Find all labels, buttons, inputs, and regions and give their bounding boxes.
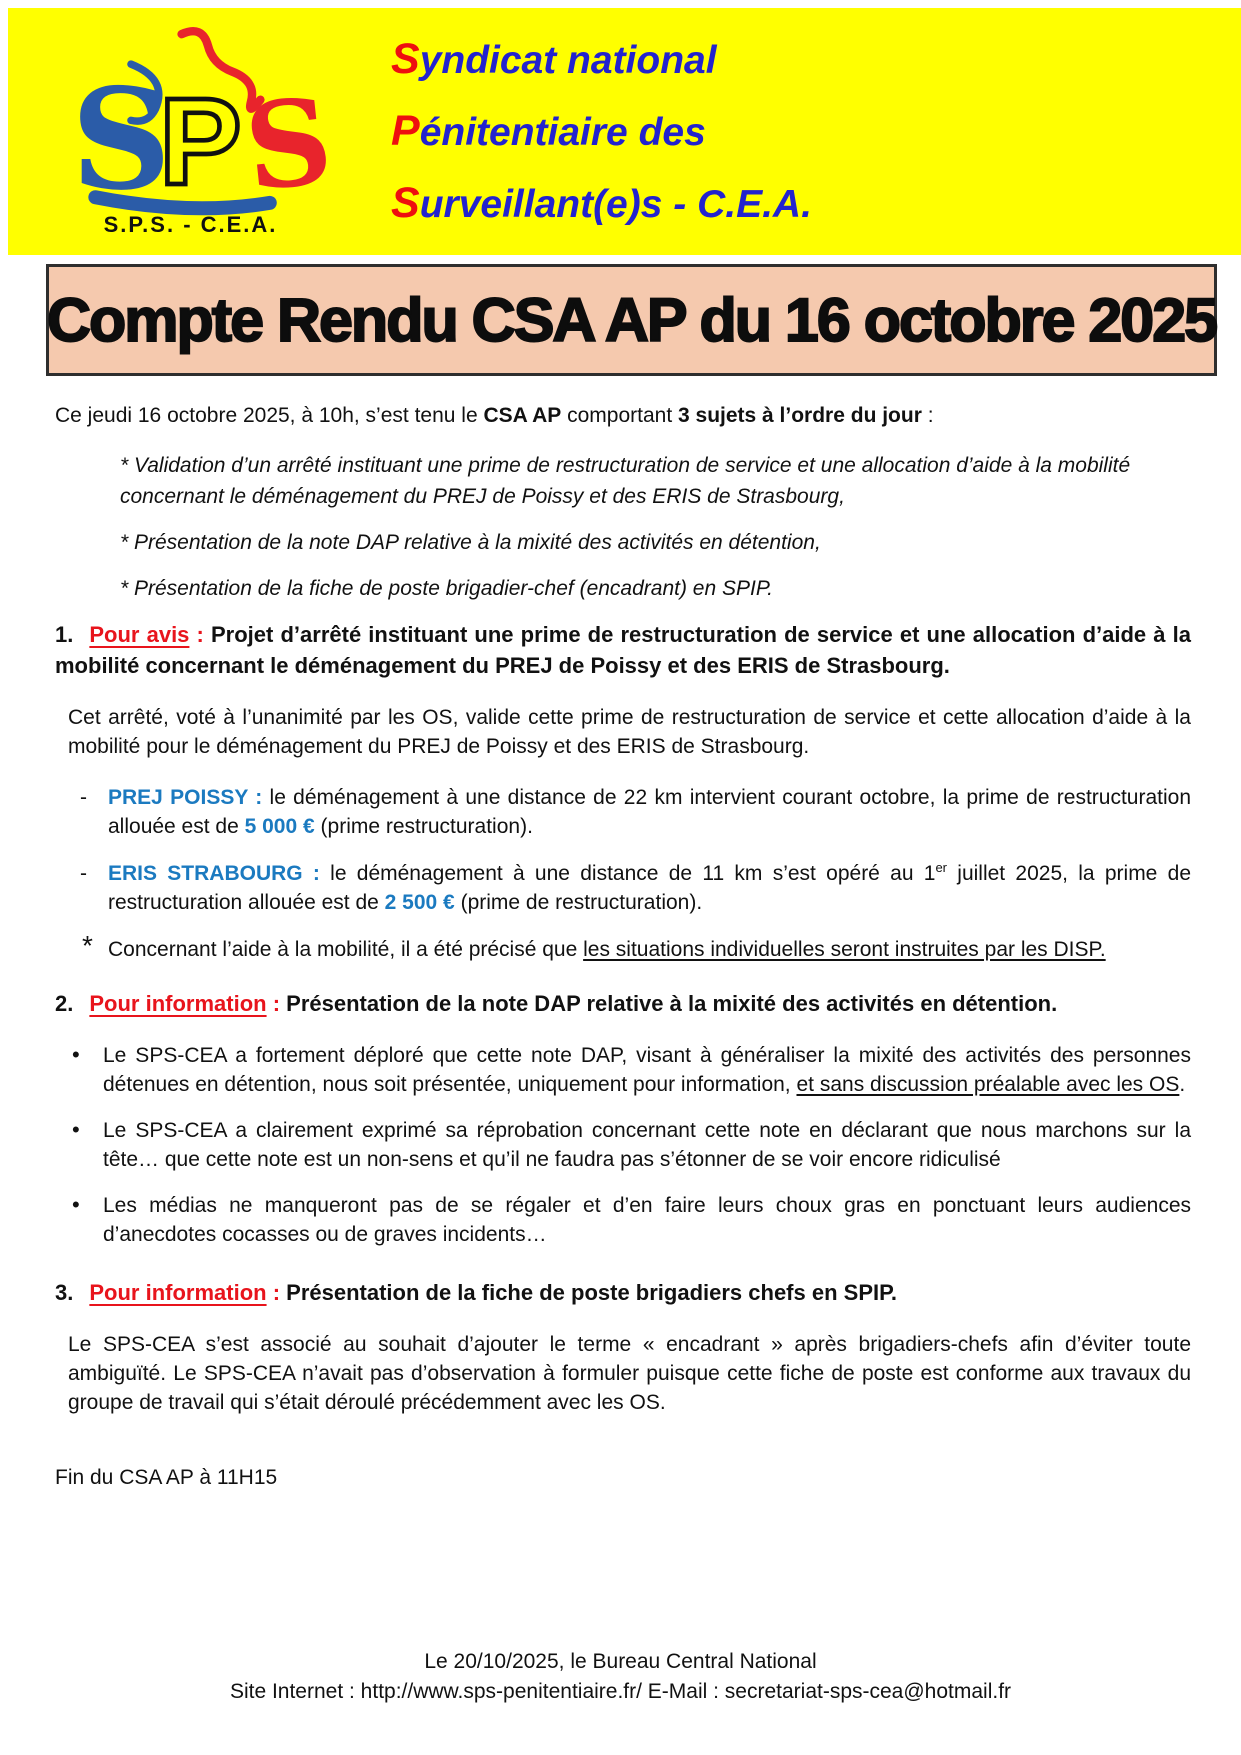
logo-caption: S.P.S. - C.E.A. [103, 211, 278, 237]
note-text-a: Concernant l’aide à la mobilité, il a été précisé que [108, 938, 584, 961]
agenda-item-2: * Présentation de la note DAP relative à la mixité des activités en détention, [120, 531, 821, 554]
footer-contact-line: Site Internet : http://www.sps-penitentiaire.fr/ E-Mail : secretariat-sps-cea@hotmail.fr [229, 1680, 1012, 1703]
section3-paragraph: Le SPS-CEA s’est associé au souhait d’ajouter le terme « encadrant » après brigadiers-chefs afin d’éviter toute ambiguïté. Le SPS-CEA n’avait pas d’observation à formuler puisque cette fiche de poste est conforme aux travaux du groupe de travail qui s’était déroulé précédemment avec les OS. [68, 1333, 1191, 1414]
intro-text-a: Ce jeudi 16 octobre 2025, à 10h, s’est tenu le [55, 404, 484, 427]
dash-icon: - [80, 862, 87, 885]
org-line-2-rest: énitentiaire des [419, 110, 706, 154]
closing-line: Fin du CSA AP à 11H15 [55, 1466, 278, 1489]
section1-paragraph: Cet arrêté, voté à l’unanimité par les OS, valide cette prime de restructuration de service et cette allocation d’aide à la mobilité pour le déménagement du PREJ de Poissy et des ERIS de Strasbourg. [68, 706, 1191, 758]
org-line-1-initial: S [391, 34, 420, 83]
eris-text-b: juillet 2025, la prime de restructuration allouée est de [108, 862, 1191, 914]
dash-icon: - [80, 786, 87, 809]
section3-number: 3. [55, 1280, 74, 1305]
asterisk-icon: * [82, 930, 93, 961]
org-line-1-rest: yndicat national [419, 38, 717, 82]
section1-heading [55, 619, 1191, 681]
section2-colon: : [266, 991, 287, 1016]
org-line-3 [391, 168, 1241, 240]
org-name [373, 24, 1241, 240]
agenda-list [120, 450, 1191, 604]
s2b3-text: Les médias ne manqueront pas de se régaler et d’en faire leurs choux gras en ponctuant leurs audiences d’anecdotes cocasses ou de graves incidents… [103, 1194, 1191, 1246]
sps-logo-icon [41, 26, 341, 226]
agenda-item-3: * Présentation de la fiche de poste brigadier-chef (encadrant) en SPIP. [120, 577, 773, 600]
org-line-2-initial: P [391, 106, 420, 155]
mobility-note [68, 930, 1191, 964]
masthead [8, 8, 1241, 255]
section1-label: Pour avis [89, 622, 190, 647]
section2-number: 2. [55, 991, 74, 1016]
bullet-eris-strasbourg [68, 859, 1191, 917]
intro-bold-sujets: 3 sujets à l’ordre du jour [678, 404, 922, 427]
document-footer [0, 1647, 1241, 1707]
page-title: Compte Rendu CSA AP du 16 octobre 2025 [46, 286, 1217, 354]
eris-amount: 2 500 € [384, 891, 455, 914]
logo-letter-s2: S [238, 70, 338, 218]
section1-colon: : [189, 622, 211, 647]
title-banner [46, 264, 1217, 376]
prej-poissy-text-b: (prime restructuration). [314, 815, 533, 838]
intro-paragraph [55, 401, 1191, 430]
prej-poissy-text-a: le déménagement à une distance de 22 km intervient courant octobre, la prime de restructuration allouée est de [108, 786, 1192, 838]
intro-bold-csa-ap: CSA AP [483, 404, 562, 427]
org-line-3-initial: S [391, 178, 420, 227]
agenda-item-1: * Validation d’un arrêté instituant une prime de restructuration de service et une allocation d’aide à la mobilité concernant le déménagement du PREJ de Poissy et des ERIS de Strasbourg, [120, 454, 1131, 508]
s2b1-underlined: et sans discussion préalable avec les OS [796, 1073, 1180, 1096]
logo-letter-s1: S [70, 57, 171, 221]
s2b1-text-a: Le SPS-CEA a fortement déploré que cette note DAP, visant à généraliser la mixité des activités des personnes détenues en détention, nous soit présentée, uniquement pour information, [103, 1044, 1191, 1096]
sps-logo [8, 8, 373, 255]
s2b1-text-b: . [1179, 1073, 1186, 1096]
intro-text-b: comportant [561, 404, 678, 427]
eris-superscript: er [935, 860, 948, 875]
section1-number: 1. [55, 622, 74, 647]
org-line-3-rest: urveillant(e)s - C.E.A. [419, 182, 812, 226]
section3-colon: : [266, 1280, 287, 1305]
bullet-prej-poissy [68, 783, 1191, 841]
section1-heading-text: Projet d’arrêté instituant une prime de restructuration de service et une allocation d’aide à la mobilité concernant le déménagement du PREJ de Poissy et des ERIS de Strasbourg. [55, 622, 1191, 678]
s2b2-text: Le SPS-CEA a clairement exprimé sa réprobation concernant cette note en déclarant que nous marchons sur la tête… que cette note est un non-sens et qu’il ne faudra pas s’étonner de se voir encore ridiculisé [103, 1119, 1191, 1171]
section2-heading [55, 988, 1191, 1019]
section2-bullet-1 [68, 1041, 1191, 1099]
section2-bullet-2 [68, 1116, 1191, 1174]
org-line-2 [391, 96, 1241, 168]
intro-text-c: : [921, 404, 934, 427]
bullet-icon: • [72, 1117, 80, 1142]
org-line-1 [391, 24, 1241, 96]
note-underlined: les situations individuelles seront instruites par les DISP. [583, 938, 1106, 961]
section2-label: Pour information [89, 991, 267, 1016]
prej-poissy-amount: 5 000 € [244, 815, 315, 838]
bullet-icon: • [72, 1192, 80, 1217]
eris-text-c: (prime de restructuration). [454, 891, 703, 914]
bullet-icon: • [72, 1042, 80, 1067]
section3-label: Pour information [89, 1280, 267, 1305]
eris-label: ERIS STRABOURG : [108, 862, 320, 885]
eris-text-a: le déménagement à une distance de 11 km s’est opéré au 1 [319, 862, 936, 885]
section3-heading [55, 1277, 1191, 1308]
logo-letter-p: P [158, 72, 242, 211]
document-body [0, 376, 1241, 1492]
section2-heading-text: Présentation de la note DAP relative à la mixité des activités en détention. [286, 991, 1058, 1016]
prej-poissy-label: PREJ POISSY : [108, 786, 263, 809]
section2-bullet-3 [68, 1191, 1191, 1249]
footer-date-line: Le 20/10/2025, le Bureau Central National [424, 1650, 817, 1673]
section3-heading-text: Présentation de la fiche de poste brigadiers chefs en SPIP. [286, 1280, 898, 1305]
